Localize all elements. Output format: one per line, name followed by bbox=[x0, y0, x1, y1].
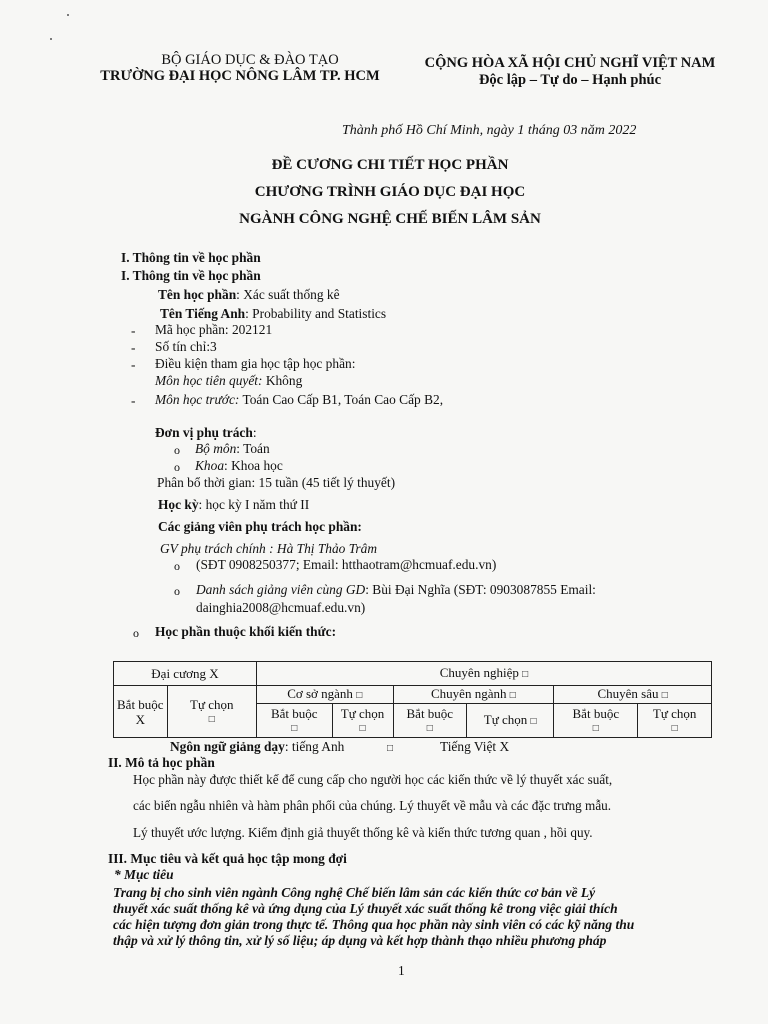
republic-name: CỘNG HÒA XÃ HỘI CHỦ NGHĨ VIỆT NAM bbox=[424, 55, 716, 71]
prerequisite bbox=[155, 373, 302, 389]
compulsory-label: Bắt buộc bbox=[406, 705, 454, 721]
checkbox-icon: □ bbox=[356, 690, 363, 701]
prior-course bbox=[155, 392, 443, 408]
objective-line-1: Trang bị cho sinh viên ngành Công nghệ Chế biến lâm sản các kiến thức cơ bản về Lý bbox=[113, 885, 596, 900]
cell-deep-compulsory bbox=[554, 704, 638, 738]
checkbox-icon: □ bbox=[522, 669, 529, 680]
date-line: Thành phố Hồ Chí Minh, ngày 1 tháng 03 năm 2022 bbox=[342, 123, 637, 138]
english-name-label: Tên Tiếng Anh bbox=[160, 306, 246, 321]
co-lecturers-value: : Bùi Đại Nghĩa (SĐT: 0903087855 Email: bbox=[365, 582, 596, 597]
course-code: Mã học phần: 202121 bbox=[155, 322, 273, 337]
faculty-value: : Khoa học bbox=[224, 458, 283, 473]
objective-label: * Mục tiêu bbox=[114, 867, 174, 882]
dash-bullet: - bbox=[131, 357, 136, 372]
faculty-label: Khoa bbox=[195, 458, 225, 473]
department-value: : Toán bbox=[236, 441, 270, 456]
cell-major-elective bbox=[467, 704, 554, 738]
major-title: NGÀNH CÔNG NGHỆ CHẾ BIẾN LÂM SẢN bbox=[239, 211, 541, 227]
elective-label: Tự chọn bbox=[652, 705, 697, 721]
checkbox-icon: □ bbox=[671, 722, 678, 734]
co-lecturers bbox=[196, 582, 596, 598]
bullet-circle: o bbox=[174, 584, 180, 598]
semester-label: Học kỳ bbox=[158, 497, 199, 512]
knowledge-block-table bbox=[113, 661, 712, 738]
major-label: Chuyên ngành bbox=[431, 686, 507, 701]
checkbox-icon: □ bbox=[359, 722, 366, 734]
cell-compulsory-general bbox=[114, 686, 168, 738]
unit-heading bbox=[155, 425, 257, 441]
cell-deep bbox=[554, 686, 712, 704]
bullet-circle: o bbox=[174, 460, 180, 474]
unit-heading-colon: : bbox=[252, 425, 257, 440]
section2-heading: II. Mô tả học phần bbox=[108, 755, 215, 770]
cell-major bbox=[393, 686, 554, 704]
objective-line-2: thuyết xác suất thống kê và ứng dụng của Lý thuyết xác suất thống kê trong việc giải thích bbox=[113, 901, 618, 916]
dash-bullet: - bbox=[131, 340, 136, 355]
checkbox-icon: □ bbox=[387, 743, 394, 754]
cell-general-education: Đại cương X bbox=[114, 662, 257, 686]
national-motto: Độc lập – Tự do – Hạnh phúc bbox=[478, 72, 662, 88]
foundation-label: Cơ sở ngành bbox=[287, 686, 353, 701]
compulsory-label: Bắt buộc bbox=[270, 705, 318, 721]
specialized-label: Chuyên nghiệp bbox=[439, 665, 519, 680]
lecturers-heading: Các giảng viên phụ trách học phần: bbox=[158, 519, 362, 534]
bullet-circle: o bbox=[174, 443, 180, 457]
section3-heading: III. Mục tiêu và kết quả học tập mong đợi bbox=[108, 851, 347, 866]
prior-course-value: Toán Cao Cấp B1, Toán Cao Cấp B2, bbox=[239, 392, 444, 407]
bullet-circle: o bbox=[174, 559, 180, 573]
cell-specialized bbox=[256, 662, 711, 686]
mark-x: X bbox=[135, 711, 145, 727]
objective-line-4: thập và xử lý thông tin, xử lý số liệu; áp dụng và kết hợp thành thạo nhiều phương pháp bbox=[113, 933, 607, 948]
document-title: ĐỀ CƯƠNG CHI TIẾT HỌC PHẦN bbox=[271, 157, 509, 173]
language-vietnamese: Tiếng Việt X bbox=[440, 739, 510, 754]
co-lecturers-email: dainghia2008@hcmuaf.edu.vn) bbox=[196, 600, 366, 615]
objective-line-3: các hiện tượng đơn giản trong thực tế. Thông qua học phần này sinh viên có các kỹ năng thu bbox=[113, 917, 635, 932]
scan-speck bbox=[67, 14, 69, 16]
department bbox=[195, 441, 270, 457]
section1-heading: I. Thông tin về học phần bbox=[121, 250, 261, 265]
language-english: : tiếng Anh bbox=[284, 739, 345, 754]
dash-bullet: - bbox=[131, 323, 136, 338]
knowledge-block-heading: Học phần thuộc khối kiến thức: bbox=[155, 624, 337, 639]
deep-label: Chuyên sâu bbox=[597, 686, 659, 701]
course-name-value: : Xác suất thống kê bbox=[236, 287, 340, 302]
compulsory-label: Bắt buộc bbox=[572, 705, 620, 721]
elective-label: Tự chọn bbox=[483, 712, 528, 727]
teaching-language bbox=[170, 739, 344, 755]
page-number: 1 bbox=[398, 963, 405, 978]
compulsory-label: Bắt buộc bbox=[117, 696, 164, 712]
checkbox-icon: □ bbox=[291, 722, 298, 734]
ministry-name: BỘ GIÁO DỤC & ĐÀO TẠO bbox=[161, 52, 339, 68]
checkbox-icon: □ bbox=[530, 716, 537, 727]
co-lecturers-label: Danh sách giảng viên cùng GD bbox=[196, 582, 366, 597]
cell-major-compulsory bbox=[393, 704, 467, 738]
course-name-label: Tên học phần bbox=[158, 287, 237, 302]
unit-heading-label: Đơn vị phụ trách bbox=[155, 425, 253, 440]
english-name bbox=[160, 306, 386, 322]
cell-foundation bbox=[256, 686, 393, 704]
checkbox-icon: □ bbox=[426, 722, 433, 734]
university-name: TRƯỜNG ĐẠI HỌC NÔNG LÂM TP. HCM bbox=[100, 68, 380, 84]
prerequisite-label: Môn học tiên quyết: bbox=[155, 373, 263, 388]
cell-elective-general bbox=[167, 686, 256, 738]
semester bbox=[158, 497, 309, 513]
description-line-1: Học phần này được thiết kế để cung cấp cho người học các kiến thức về lý thuyết xác suất, bbox=[133, 772, 613, 787]
main-lecturer: GV phụ trách chính : Hà Thị Thảo Trâm bbox=[160, 541, 377, 556]
dash-bullet: - bbox=[131, 393, 136, 408]
conditions: Điều kiện tham gia học tập học phần: bbox=[155, 356, 356, 371]
prior-course-label: Môn học trước: bbox=[155, 392, 240, 407]
english-name-value: : Probability and Statistics bbox=[245, 306, 387, 321]
time-allocation: Phân bổ thời gian: 15 tuần (45 tiết lý thuyết) bbox=[157, 475, 396, 490]
language-label: Ngôn ngữ giảng dạy bbox=[170, 739, 285, 754]
checkbox-icon: □ bbox=[661, 690, 668, 701]
cell-deep-elective bbox=[638, 704, 712, 738]
semester-value: : học kỳ I năm thứ II bbox=[198, 497, 310, 512]
checkbox-icon: □ bbox=[208, 713, 215, 725]
program-title: CHƯƠNG TRÌNH GIÁO DỤC ĐẠI HỌC bbox=[254, 184, 526, 200]
credits: Số tín chỉ:3 bbox=[155, 339, 217, 354]
description-line-3: Lý thuyết ước lượng. Kiểm định giả thuyết thống kê và kiến thức tương quan , hồi quy. bbox=[133, 825, 593, 840]
checkbox-icon: □ bbox=[592, 722, 599, 734]
checkbox-icon: □ bbox=[509, 690, 516, 701]
faculty bbox=[195, 458, 283, 474]
main-lecturer-contact: (SĐT 0908250377; Email: htthaotram@hcmuaf.edu.vn) bbox=[196, 557, 497, 572]
section1-heading-repeat: I. Thông tin về học phần bbox=[121, 268, 261, 283]
elective-label: Tự chọn bbox=[340, 705, 385, 721]
cell-foundation-compulsory bbox=[256, 704, 332, 738]
description-line-2: các biến ngẫu nhiên và hàm phân phối của chúng. Lý thuyết về mẫu và các đặc trưng mẫu. bbox=[133, 798, 612, 813]
elective-label: Tự chọn bbox=[190, 696, 234, 712]
department-label: Bộ môn bbox=[195, 441, 237, 456]
bullet-circle: o bbox=[133, 626, 139, 640]
cell-foundation-elective bbox=[332, 704, 393, 738]
course-name bbox=[158, 287, 340, 303]
scan-speck bbox=[50, 38, 52, 40]
prerequisite-value: Không bbox=[262, 373, 303, 388]
